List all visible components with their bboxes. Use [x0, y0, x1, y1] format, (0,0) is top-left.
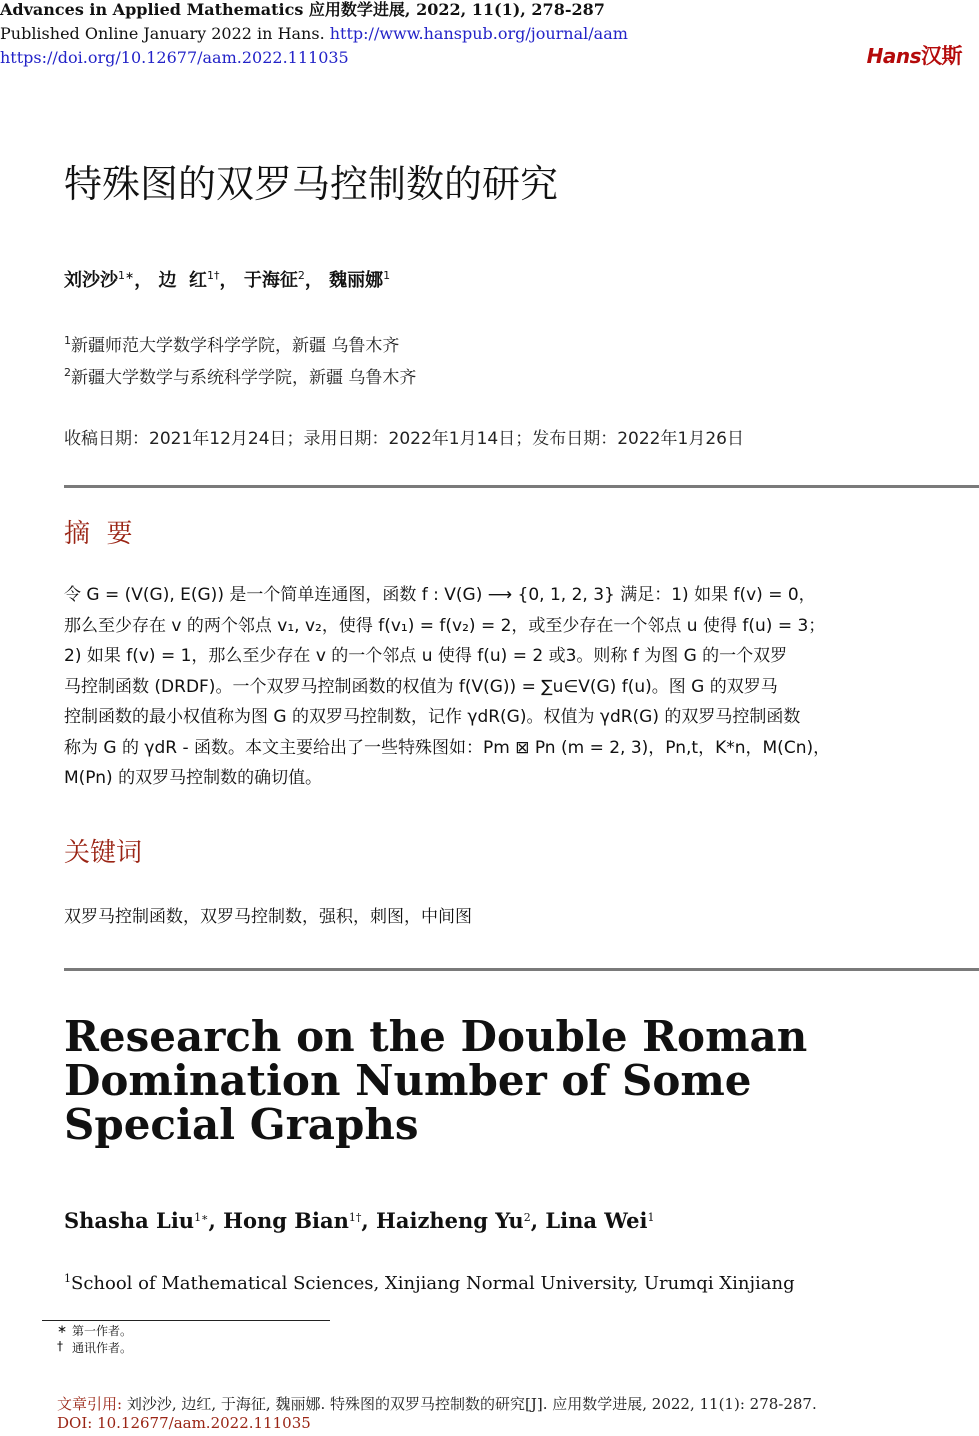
citation-label: 文章引用: — [57, 1395, 123, 1413]
author-separator: , — [530, 1208, 546, 1233]
author-mark: 1† — [348, 1211, 362, 1224]
received-dates: 收稿日期：2021年12月24日；录用日期：2022年1月14日；发布日期：2022年1月26日 — [64, 429, 744, 449]
abstract-line: 称为 G 的 γdR - 函数。本文主要给出了一些特殊图如：Pm ⊠ Pn (m = 2, 3)，Pn,t，K*n，M(Cn)， — [64, 737, 831, 758]
author-separator: , — [361, 1208, 377, 1233]
author-cn: 刘沙沙 — [64, 270, 118, 291]
affiliation-cn-2 — [64, 363, 416, 388]
authors-cn — [64, 266, 390, 292]
affiliation-mark: 2 — [64, 366, 71, 379]
affiliation-cn-1 — [64, 331, 399, 356]
paper-title-en — [64, 1012, 924, 1149]
author-separator: ， — [219, 270, 238, 291]
journal-url-link[interactable]: http://www.hanspub.org/journal/aam — [329, 24, 628, 43]
footnote-text: 第一作者。 — [72, 1324, 133, 1338]
title-en-line: Research on the Double Roman — [64, 1012, 808, 1061]
author-en: Shasha Liu — [64, 1208, 195, 1233]
author-mark: 1∗ — [118, 269, 135, 282]
paper-title-cn: 特殊图的双罗马控制数的研究 — [64, 162, 559, 206]
author-en: Hong Bian — [223, 1208, 349, 1233]
abstract-line: 令 G = (V(G), E(G)) 是一个简单连通图，函数 f : V(G) ⟶ {0, 1, 2, 3} 满足：1) 如果 f(v) = 0， — [64, 585, 816, 605]
published-text: Published Online January 2022 in Hans. — [0, 24, 325, 43]
keywords-heading: 关键词 — [64, 838, 143, 868]
author-mark: 1† — [207, 269, 220, 282]
footnote-mark: ∗ — [57, 1322, 68, 1336]
author-en: Haizheng Yu — [376, 1208, 524, 1233]
section-divider — [64, 485, 979, 488]
author-en: Lina Wei — [545, 1208, 648, 1233]
abstract-heading: 摘 要 — [64, 519, 133, 549]
author-mark: 1 — [647, 1211, 655, 1224]
affiliation-mark: 1 — [64, 1272, 71, 1285]
author-cn: 魏丽娜 — [329, 270, 384, 291]
abstract-line: 那么至少存在 v 的两个邻点 v₁, v₂，使得 f(v₁) = f(v₂) = 2，或至少存在一个邻点 u 使得 f(u) = 3； — [64, 615, 826, 636]
title-en-line: Domination Number of Some — [64, 1056, 752, 1105]
abstract-body — [64, 580, 966, 794]
affiliation-en — [64, 1273, 795, 1294]
author-mark: 2 — [523, 1211, 531, 1224]
footnote-rule — [42, 1320, 330, 1321]
author-separator: ， — [134, 270, 153, 291]
logo-cn: 汉斯 — [921, 44, 962, 68]
journal-line: Advances in Applied Mathematics 应用数学进展, 2022, 11(1), 278-287 — [0, 0, 605, 19]
logo-text: Hans — [866, 44, 921, 68]
doi-url-link[interactable]: https://doi.org/10.12677/aam.2022.111035 — [0, 48, 349, 67]
abstract-line: 马控制函数 (DRDF)。一个双罗马控制函数的权值为 f(V(G)) = ∑u∈V(G) f(u)。图 G 的双罗马 — [64, 676, 778, 697]
keywords-text: 双罗马控制函数，双罗马控制数，强积，刺图，中间图 — [64, 907, 472, 927]
published-line — [0, 24, 628, 44]
footnote — [57, 1339, 133, 1356]
affiliation-text: 新疆师范大学数学科学学院，新疆 乌鲁木齐 — [71, 336, 400, 356]
abstract-line: 2) 如果 f(v) = 1，那么至少存在 v 的一个邻点 u 使得 f(u) = 2 或3。则称 f 为图 G 的一个双罗 — [64, 646, 788, 666]
author-mark: 1∗ — [194, 1211, 209, 1224]
author-separator: , — [208, 1208, 224, 1233]
affiliation-text: School of Mathematical Sciences, Xinjiang Normal University, Urumqi Xinjiang — [71, 1273, 795, 1294]
author-mark: 2 — [297, 269, 305, 282]
author-cn: 边 红 — [158, 270, 208, 291]
footnote — [57, 1322, 133, 1339]
hans-logo — [867, 40, 962, 70]
author-mark: 1 — [383, 269, 391, 282]
authors-en — [64, 1208, 654, 1233]
author-cn: 于海征 — [243, 270, 298, 291]
citation-text: 刘沙沙, 边红, 于海征, 魏丽娜. 特殊图的双罗马控制数的研究[J]. 应用数学进展, 2022, 11(1): 278-287. — [126, 1395, 817, 1413]
citation-doi[interactable]: DOI: 10.12677/aam.2022.111035 — [57, 1414, 311, 1432]
author-separator: ， — [304, 270, 323, 291]
affiliation-mark: 1 — [64, 334, 71, 347]
citation — [57, 1393, 817, 1414]
affiliation-text: 新疆大学数学与系统科学学院，新疆 乌鲁木齐 — [71, 368, 417, 388]
abstract-line: M(Pn) 的双罗马控制数的确切值。 — [64, 768, 323, 788]
abstract-line: 控制函数的最小权值称为图 G 的双罗马控制数，记作 γdR(G)。权值为 γdR(G) 的双罗马控制函数 — [64, 707, 801, 727]
section-divider — [64, 968, 979, 971]
footnote-text: 通讯作者。 — [72, 1341, 133, 1355]
footnote-mark: † — [57, 1339, 63, 1353]
title-en-line: Special Graphs — [64, 1100, 419, 1149]
